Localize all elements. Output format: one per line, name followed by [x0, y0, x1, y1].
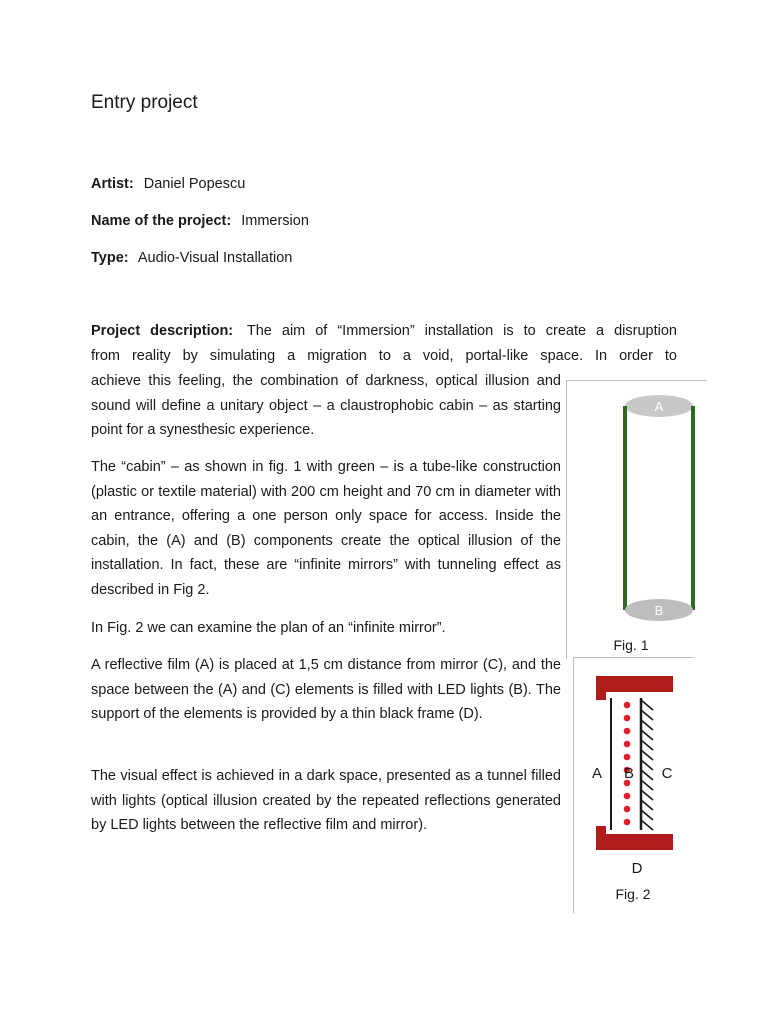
- project-name-line: [91, 211, 309, 231]
- figure-1-label-a: A: [654, 399, 664, 414]
- project-name-label: Name of the project:: [91, 213, 232, 229]
- description-paragraph-2: The “cabin” – as shown in fig. 1 with green – is a tube-like construction (plastic or textile material) with 200 cm height and 70 cm in diameter with an entrance, offering a one person only space for access. Inside the cabin, the (A) and (B) components create the optical illusion of the installation. In fact, these are “infinite mirrors” with tunneling effect as described in Fig 2.: [91, 459, 561, 598]
- led-lights-b: [624, 702, 631, 826]
- description-line-1: [91, 319, 677, 344]
- page-title: Entry project: [91, 92, 198, 113]
- figure-2-caption: Fig. 2: [615, 886, 651, 902]
- mirror-hatching: [641, 700, 653, 830]
- figure-2: [573, 657, 694, 913]
- cabin-diagram: [567, 381, 707, 659]
- frame-bottom-hook: [596, 826, 606, 850]
- artist-label: Artist:: [91, 176, 134, 192]
- artist-line: [91, 174, 245, 194]
- figure-2-label-d: D: [631, 860, 643, 877]
- figure-1: [566, 380, 707, 659]
- type-label: Type:: [91, 250, 129, 266]
- project-name-value: Immersion: [241, 213, 309, 229]
- figure-2-label-a: A: [591, 765, 603, 782]
- artist-value: Daniel Popescu: [143, 176, 246, 192]
- figure-1-caption: Fig. 1: [613, 637, 649, 653]
- figure-2-label-b: B: [623, 765, 635, 782]
- infinite-mirror-diagram: [574, 658, 694, 913]
- description-paragraph-1: achieve this feeling, the combination of darkness, optical illusion and sound will define a unitary object – a claustrophobic cabin – as starting point for a synesthesic experience.: [91, 373, 561, 439]
- description-paragraph-4: A reflective film (A) is placed at 1,5 cm distance from mirror (C), and the space between the (A) and (C) elements is filled with LED lights (B). The support of the elements is provided by a thin black frame (D).: [91, 657, 561, 723]
- figure-1-label-b: B: [654, 603, 664, 618]
- frame-bottom-bar: [596, 834, 673, 850]
- type-value: Audio-Visual Installation: [137, 250, 293, 266]
- figure-2-label-c: C: [661, 765, 673, 782]
- type-line: [91, 248, 292, 268]
- description-paragraph-3: In Fig. 2 we can examine the plan of an “infinite mirror”.: [91, 620, 446, 636]
- frame-top-bar: [596, 676, 673, 692]
- description-label: Project description:: [91, 323, 234, 339]
- description-paragraph-5: The visual effect is achieved in a dark space, presented as a tunnel filled with lights (optical illusion created by the repeated reflections generated by LED lights between the reflective film and mirror).: [91, 768, 561, 834]
- description-text-1: The aim of “Immersion” installation is to create a disruption: [246, 323, 677, 339]
- frame-top-hook: [596, 676, 606, 700]
- description-line-2: from reality by simulating a migration to a void, portal-like space. In order to: [91, 348, 677, 364]
